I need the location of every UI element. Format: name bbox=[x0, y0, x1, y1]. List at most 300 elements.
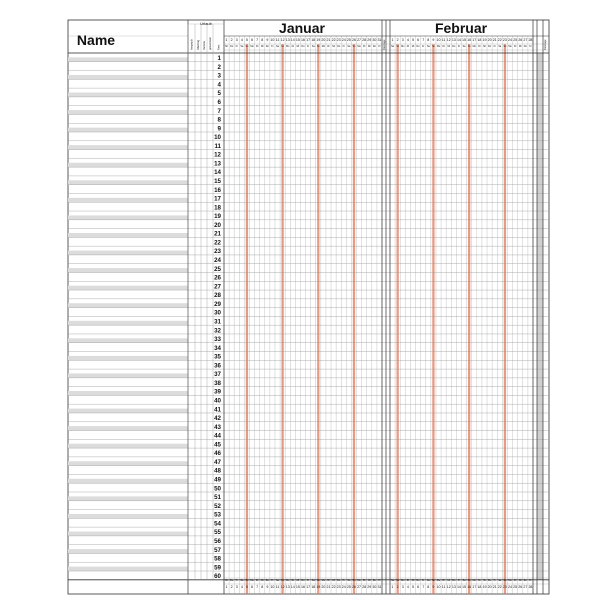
weekday-bottom: Mi bbox=[260, 579, 264, 582]
weekday-bottom: Sa bbox=[391, 579, 395, 582]
vacation-subcolumn-label: Rest bbox=[217, 44, 221, 50]
row-number: 15 bbox=[214, 178, 221, 185]
weekday-bottom: So bbox=[503, 579, 507, 582]
day-number-bottom: 21 bbox=[326, 585, 331, 589]
row-number: 34 bbox=[214, 344, 221, 352]
day-number-top: 19 bbox=[482, 38, 487, 42]
day-number-top: 13 bbox=[285, 38, 290, 42]
day-number-top: 2 bbox=[230, 38, 233, 42]
day-number-top: 15 bbox=[295, 38, 300, 42]
weekday-bottom: Fr bbox=[422, 579, 425, 582]
day-number-top: 11 bbox=[275, 38, 280, 42]
name-stripe bbox=[68, 145, 188, 149]
row-number: 21 bbox=[214, 230, 221, 238]
weekday-bottom: Do bbox=[301, 579, 305, 582]
rest-days-label-right: Resttage bbox=[544, 39, 547, 50]
weekday-top: So bbox=[503, 45, 507, 48]
weekday-top: Mo bbox=[250, 45, 254, 48]
row-number: 2 bbox=[217, 63, 221, 71]
day-number-bottom: 26 bbox=[518, 585, 523, 589]
name-stripe bbox=[68, 532, 188, 536]
day-number-bottom: 5 bbox=[411, 585, 414, 589]
name-stripe bbox=[68, 391, 188, 395]
row-number: 46 bbox=[214, 450, 221, 458]
weekday-bottom: Mi bbox=[225, 579, 228, 582]
day-number-bottom: 16 bbox=[301, 585, 305, 589]
weekday-bottom: Do bbox=[265, 579, 269, 582]
weekday-top: Mo bbox=[508, 45, 512, 48]
day-number-top: 14 bbox=[290, 38, 295, 42]
weekday-top: So bbox=[467, 45, 471, 48]
day-number-bottom: 20 bbox=[487, 585, 492, 589]
row-number: 35 bbox=[214, 353, 221, 361]
day-number-top: 23 bbox=[502, 38, 507, 42]
row-number: 17 bbox=[214, 195, 221, 203]
weekday-bottom: Di bbox=[513, 579, 517, 582]
day-number-top: 6 bbox=[417, 38, 420, 42]
weekday-top: Fr bbox=[422, 45, 425, 48]
name-stripe bbox=[68, 461, 188, 465]
name-stripe bbox=[68, 251, 188, 255]
weekday-bottom: Mo bbox=[472, 579, 476, 582]
row-number: 1 bbox=[217, 55, 221, 63]
name-stripe bbox=[68, 215, 188, 219]
weekday-top: So bbox=[245, 45, 249, 48]
day-number-top: 18 bbox=[311, 38, 316, 42]
weekday-top: Sa bbox=[311, 45, 315, 48]
day-number-bottom: 14 bbox=[456, 585, 461, 589]
weekday-bottom: Di bbox=[327, 579, 330, 582]
row-number: 41 bbox=[214, 406, 221, 414]
day-number-top: 3 bbox=[401, 38, 404, 42]
row-number: 49 bbox=[214, 476, 221, 484]
day-number-bottom: 10 bbox=[436, 585, 441, 589]
weekday-top: Sa bbox=[426, 45, 430, 48]
day-number-bottom: 10 bbox=[270, 585, 275, 589]
row-number: 28 bbox=[214, 292, 221, 300]
weekday-bottom: Do bbox=[452, 579, 456, 582]
weekday-bottom: Mo bbox=[250, 579, 254, 582]
weekday-bottom: Fr bbox=[271, 579, 274, 582]
row-number: 19 bbox=[214, 213, 221, 221]
row-number: 23 bbox=[214, 248, 221, 256]
day-number-top: 21 bbox=[492, 38, 497, 42]
weekday-top: Di bbox=[513, 45, 517, 48]
row-number: 4 bbox=[217, 81, 221, 89]
row-number: 45 bbox=[214, 441, 221, 449]
day-number-bottom: 1 bbox=[391, 585, 394, 589]
day-number-top: 12 bbox=[446, 38, 451, 42]
weekday-bottom: Mo bbox=[436, 579, 441, 582]
day-number-bottom: 3 bbox=[401, 585, 404, 589]
weekday-top: Do bbox=[488, 45, 492, 48]
weekday-bottom: Fr bbox=[529, 579, 532, 582]
day-number-bottom: 5 bbox=[245, 585, 248, 589]
weekday-bottom: Mo bbox=[508, 579, 512, 582]
row-number: 51 bbox=[214, 494, 221, 502]
weekday-top: So bbox=[352, 45, 356, 48]
day-number-top: 7 bbox=[256, 38, 259, 42]
weekday-bottom: Di bbox=[291, 579, 294, 582]
weekday-bottom: Fr bbox=[235, 579, 238, 582]
day-number-top: 31 bbox=[377, 38, 382, 42]
row-number: 31 bbox=[214, 318, 221, 326]
day-number-top: 9 bbox=[266, 38, 269, 42]
row-number: 37 bbox=[214, 371, 221, 379]
day-number-top: 24 bbox=[341, 38, 346, 42]
row-number: 33 bbox=[214, 336, 221, 344]
row-number: 20 bbox=[214, 221, 221, 229]
weekday-top: Di bbox=[406, 45, 410, 48]
row-number: 39 bbox=[214, 388, 221, 396]
day-number-bottom: 19 bbox=[482, 585, 487, 589]
weekday-bottom: Sa bbox=[311, 579, 315, 582]
day-number-bottom: 14 bbox=[290, 585, 295, 589]
day-number-bottom: 13 bbox=[451, 585, 456, 589]
row-number: 3 bbox=[217, 72, 221, 80]
day-number-top: 4 bbox=[406, 38, 409, 42]
day-number-bottom: 12 bbox=[446, 585, 451, 589]
row-number: 24 bbox=[214, 257, 221, 265]
day-number-bottom: 8 bbox=[261, 585, 264, 589]
name-stripe bbox=[68, 479, 188, 483]
row-number: 27 bbox=[214, 283, 221, 291]
day-number-top: 16 bbox=[467, 38, 472, 42]
weekday-bottom: Di bbox=[442, 579, 445, 582]
row-number: 60 bbox=[214, 573, 221, 581]
day-number-bottom: 15 bbox=[295, 585, 300, 589]
vacation-subcolumn-label: genommen bbox=[209, 37, 212, 50]
weekday-top: Mi bbox=[260, 45, 264, 48]
weekday-top: Mo bbox=[472, 45, 476, 48]
month-title-januar: Januar bbox=[279, 20, 325, 36]
row-number: 12 bbox=[214, 151, 221, 159]
row-number: 47 bbox=[214, 458, 221, 466]
name-stripe bbox=[68, 303, 188, 307]
row-number: 44 bbox=[214, 432, 221, 440]
weekday-bottom: Mi bbox=[483, 579, 486, 582]
weekday-top: So bbox=[316, 45, 320, 48]
name-stripe bbox=[68, 356, 188, 360]
vacation-subcolumn-label: Übertrag bbox=[197, 39, 200, 50]
day-number-bottom: 2 bbox=[396, 585, 399, 589]
name-stripe bbox=[68, 180, 188, 184]
day-number-bottom: 26 bbox=[351, 585, 356, 589]
weekday-bottom: So bbox=[467, 579, 471, 582]
weekday-top: Mi bbox=[296, 45, 300, 48]
weekday-top: Fr bbox=[342, 45, 345, 48]
day-number-bottom: 28 bbox=[362, 585, 367, 589]
name-stripe bbox=[68, 321, 188, 325]
day-number-top: 2 bbox=[396, 38, 399, 42]
weekday-top: Fr bbox=[493, 45, 496, 48]
weekday-top: Mi bbox=[483, 45, 486, 48]
weekday-top: Di bbox=[442, 45, 445, 48]
weekday-bottom: So bbox=[281, 579, 285, 582]
row-number: 36 bbox=[214, 362, 221, 370]
weekday-top: Mo bbox=[357, 45, 361, 48]
weekday-bottom: Mi bbox=[411, 579, 415, 582]
rest-days-label-left: Resttage bbox=[383, 39, 386, 50]
row-number: 25 bbox=[214, 265, 221, 273]
weekday-top: Mi bbox=[518, 45, 522, 48]
name-stripe bbox=[68, 496, 188, 500]
name-stripe bbox=[68, 128, 188, 132]
weekday-top: Di bbox=[478, 45, 481, 48]
weekday-top: Sa bbox=[462, 45, 466, 48]
weekday-bottom: Mo bbox=[357, 579, 361, 582]
day-number-bottom: 8 bbox=[427, 585, 430, 589]
day-number-top: 8 bbox=[427, 38, 430, 42]
weekday-top: Do bbox=[523, 45, 527, 48]
weekday-top: Mi bbox=[332, 45, 335, 48]
row-number: 26 bbox=[214, 274, 221, 282]
day-number-top: 6 bbox=[251, 38, 254, 42]
weekday-bottom: Fr bbox=[306, 579, 310, 582]
weekday-top: Mo bbox=[321, 45, 326, 48]
day-number-bottom: 11 bbox=[275, 585, 280, 589]
day-number-bottom: 25 bbox=[513, 585, 518, 589]
day-number-top: 12 bbox=[280, 38, 285, 42]
row-number: 29 bbox=[214, 300, 221, 308]
day-number-bottom: 6 bbox=[251, 585, 254, 589]
day-number-bottom: 3 bbox=[235, 585, 238, 589]
row-number: 5 bbox=[217, 90, 221, 98]
weekday-bottom: Sa bbox=[462, 579, 466, 582]
weekday-top: Do bbox=[452, 45, 456, 48]
name-stripe bbox=[68, 373, 188, 377]
row-number: 9 bbox=[217, 125, 221, 133]
weekday-bottom: Mi bbox=[332, 579, 335, 582]
day-number-bottom: 11 bbox=[441, 585, 446, 589]
row-number: 54 bbox=[214, 520, 221, 528]
row-number: 11 bbox=[214, 142, 221, 150]
day-number-top: 3 bbox=[235, 38, 238, 42]
weekday-bottom: So bbox=[431, 579, 435, 582]
day-number-top: 28 bbox=[362, 38, 367, 42]
weekday-top: Sa bbox=[240, 45, 244, 48]
day-number-bottom: 13 bbox=[285, 585, 290, 589]
weekday-bottom: Do bbox=[523, 579, 527, 582]
weekday-top: Do bbox=[416, 45, 420, 48]
weekday-top: Do bbox=[337, 45, 341, 48]
weekday-bottom: So bbox=[352, 579, 356, 582]
weekday-top: Mi bbox=[447, 45, 450, 48]
day-number-bottom: 17 bbox=[472, 585, 477, 589]
row-number: 43 bbox=[214, 423, 221, 431]
weekday-bottom: Mi bbox=[518, 579, 522, 582]
weekday-bottom: Di bbox=[478, 579, 481, 582]
day-number-top: 26 bbox=[518, 38, 523, 42]
day-number-top: 25 bbox=[346, 38, 351, 42]
day-number-bottom: 27 bbox=[357, 585, 362, 589]
weekday-top: Sa bbox=[391, 45, 395, 48]
day-number-bottom: 9 bbox=[432, 585, 435, 589]
weekday-bottom: Do bbox=[488, 579, 492, 582]
name-stripe bbox=[68, 444, 188, 448]
day-number-top: 17 bbox=[472, 38, 477, 42]
vacation-header: Urlaub bbox=[200, 21, 212, 26]
row-number: 16 bbox=[214, 186, 221, 194]
row-number: 55 bbox=[214, 529, 221, 537]
day-number-bottom: 23 bbox=[502, 585, 507, 589]
name-stripe bbox=[68, 163, 188, 167]
row-number: 13 bbox=[214, 160, 221, 168]
weekday-top: Di bbox=[327, 45, 330, 48]
month-title-februar: Februar bbox=[434, 20, 488, 36]
weekday-bottom: Mi bbox=[296, 579, 300, 582]
row-number: 30 bbox=[214, 309, 221, 317]
day-number-top: 24 bbox=[508, 38, 513, 42]
row-number: 52 bbox=[214, 502, 221, 510]
day-number-top: 7 bbox=[422, 38, 425, 42]
day-number-top: 14 bbox=[456, 38, 461, 42]
day-number-bottom: 25 bbox=[346, 585, 351, 589]
day-number-top: 23 bbox=[336, 38, 341, 42]
weekday-bottom: Di bbox=[255, 579, 259, 582]
name-stripe bbox=[68, 268, 188, 272]
day-number-bottom: 31 bbox=[377, 585, 382, 589]
day-number-top: 18 bbox=[477, 38, 482, 42]
weekday-bottom: Mi bbox=[447, 579, 450, 582]
day-number-top: 21 bbox=[326, 38, 331, 42]
name-stripe bbox=[68, 75, 188, 79]
weekday-top: Sa bbox=[276, 45, 279, 48]
weekday-top: Mo bbox=[436, 45, 441, 48]
weekday-bottom: Sa bbox=[276, 579, 279, 582]
weekday-top: Fr bbox=[306, 45, 310, 48]
weekday-top: Fr bbox=[529, 45, 532, 48]
day-number-top: 13 bbox=[451, 38, 456, 42]
row-number: 53 bbox=[214, 511, 221, 519]
weekday-top: Di bbox=[363, 45, 366, 48]
day-number-top: 16 bbox=[301, 38, 305, 42]
row-number: 22 bbox=[214, 239, 221, 247]
name-stripe bbox=[68, 57, 188, 61]
day-number-top: 25 bbox=[513, 38, 518, 42]
weekday-bottom: Mo bbox=[321, 579, 326, 582]
day-number-bottom: 17 bbox=[306, 585, 311, 589]
day-number-top: 9 bbox=[432, 38, 435, 42]
row-number: 58 bbox=[214, 555, 221, 563]
name-stripe bbox=[68, 110, 188, 114]
name-stripe bbox=[68, 93, 188, 97]
weekday-top: Mo bbox=[286, 45, 290, 48]
name-column-header: Name bbox=[76, 32, 116, 48]
day-number-bottom: 21 bbox=[492, 585, 497, 589]
weekday-bottom: Do bbox=[372, 579, 376, 582]
weekday-bottom: Do bbox=[230, 579, 234, 582]
weekday-top: Fr bbox=[271, 45, 274, 48]
row-number: 59 bbox=[214, 564, 221, 572]
name-stripe bbox=[68, 338, 188, 342]
weekday-top: Sa bbox=[347, 45, 351, 48]
day-number-top: 5 bbox=[245, 38, 248, 42]
weekday-bottom: Fr bbox=[493, 579, 496, 582]
vacation-subcolumn-label: Summe bbox=[203, 41, 206, 50]
row-number: 38 bbox=[214, 379, 221, 387]
day-number-bottom: 2 bbox=[230, 585, 233, 589]
day-number-bottom: 20 bbox=[321, 585, 326, 589]
weekday-bottom: Sa bbox=[426, 579, 430, 582]
day-number-top: 11 bbox=[441, 38, 446, 42]
weekday-top: Mi bbox=[367, 45, 371, 48]
day-number-bottom: 18 bbox=[477, 585, 482, 589]
weekday-bottom: Mo bbox=[286, 579, 290, 582]
weekday-top: Di bbox=[255, 45, 259, 48]
row-number: 18 bbox=[214, 204, 221, 212]
day-number-bottom: 27 bbox=[523, 585, 528, 589]
weekday-bottom: Di bbox=[406, 579, 410, 582]
vacation-subcolumn-label: Anspruch bbox=[190, 39, 194, 50]
day-number-top: 22 bbox=[331, 38, 336, 42]
weekday-top: Mi bbox=[411, 45, 415, 48]
weekday-top: Fr bbox=[378, 45, 381, 48]
row-number: 32 bbox=[214, 327, 221, 335]
weekday-top: Mo bbox=[401, 45, 405, 48]
name-stripe bbox=[68, 198, 188, 202]
day-number-top: 10 bbox=[270, 38, 275, 42]
day-number-bottom: 12 bbox=[280, 585, 285, 589]
row-number: 42 bbox=[214, 415, 221, 423]
weekday-top: Fr bbox=[235, 45, 238, 48]
weekday-bottom: Do bbox=[416, 579, 420, 582]
weekday-bottom: Sa bbox=[240, 579, 244, 582]
weekday-bottom: Fr bbox=[342, 579, 345, 582]
day-number-bottom: 30 bbox=[372, 585, 377, 589]
day-number-bottom: 24 bbox=[341, 585, 346, 589]
day-number-top: 1 bbox=[225, 38, 228, 42]
day-number-top: 17 bbox=[306, 38, 311, 42]
weekday-top: Do bbox=[372, 45, 376, 48]
weekday-top: So bbox=[396, 45, 400, 48]
day-number-top: 8 bbox=[261, 38, 264, 42]
row-number: 6 bbox=[217, 98, 221, 106]
name-stripe bbox=[68, 514, 188, 518]
day-number-top: 1 bbox=[391, 38, 394, 42]
weekday-bottom: So bbox=[316, 579, 320, 582]
weekday-top: Do bbox=[230, 45, 234, 48]
day-number-top: 10 bbox=[436, 38, 441, 42]
weekday-top: So bbox=[431, 45, 435, 48]
day-number-top: 27 bbox=[357, 38, 362, 42]
row-number: 14 bbox=[214, 169, 221, 177]
row-number: 8 bbox=[217, 116, 221, 124]
day-number-bottom: 23 bbox=[336, 585, 341, 589]
row-number: 56 bbox=[214, 537, 221, 545]
weekday-bottom: Sa bbox=[498, 579, 502, 582]
name-stripe bbox=[68, 409, 188, 413]
weekday-bottom: Sa bbox=[347, 579, 351, 582]
name-stripe bbox=[68, 567, 188, 571]
row-number: 10 bbox=[214, 134, 221, 142]
weekday-top: Do bbox=[301, 45, 305, 48]
weekday-top: Sa bbox=[498, 45, 502, 48]
day-number-top: 26 bbox=[351, 38, 356, 42]
day-number-top: 5 bbox=[411, 38, 414, 42]
day-number-top: 22 bbox=[497, 38, 502, 42]
row-number: 57 bbox=[214, 546, 221, 554]
day-number-top: 20 bbox=[487, 38, 492, 42]
day-number-bottom: 7 bbox=[422, 585, 425, 589]
weekday-bottom: Mo bbox=[401, 579, 405, 582]
day-number-bottom: 6 bbox=[417, 585, 420, 589]
weekday-bottom: Fr bbox=[457, 579, 461, 582]
day-number-top: 15 bbox=[462, 38, 467, 42]
day-number-bottom: 4 bbox=[406, 585, 409, 589]
day-number-bottom: 1 bbox=[225, 585, 228, 589]
day-number-top: 19 bbox=[316, 38, 321, 42]
